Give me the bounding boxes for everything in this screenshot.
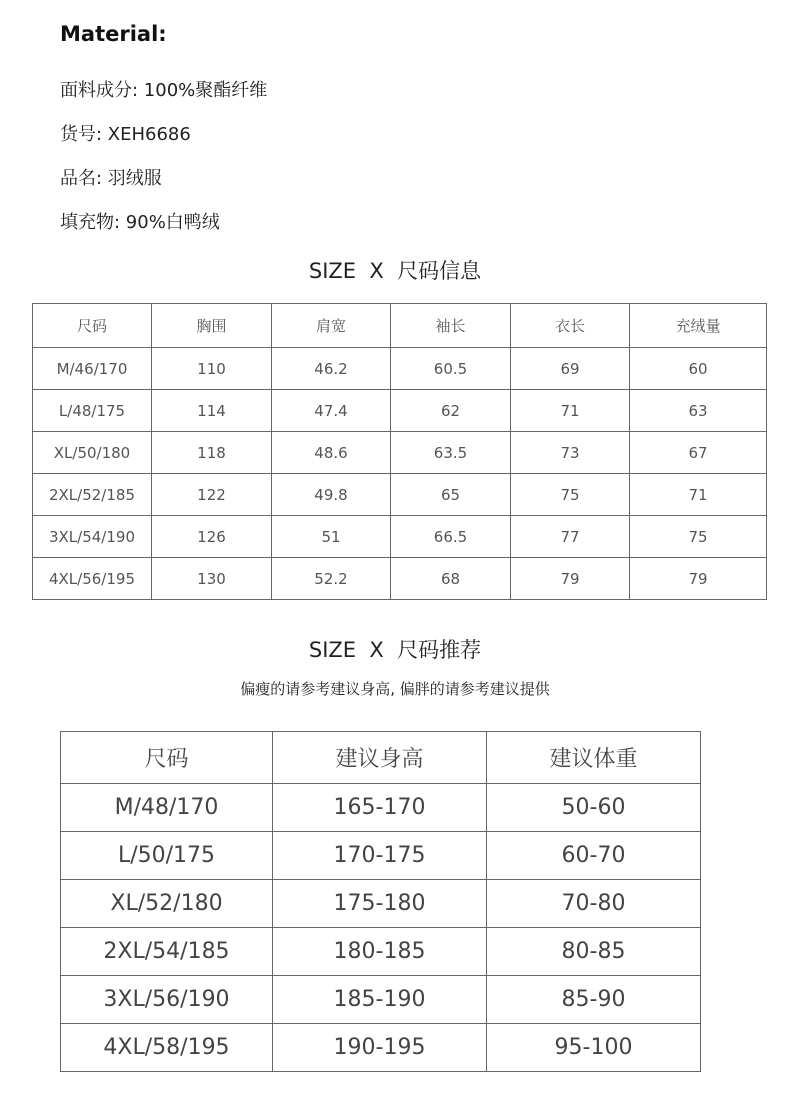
header-cell: 肩宽 <box>272 304 391 348</box>
table-cell: 110 <box>152 348 272 390</box>
table-cell: 2XL/54/185 <box>61 928 273 976</box>
table-cell: L/50/175 <box>61 832 273 880</box>
table-cell: 4XL/56/195 <box>33 558 152 600</box>
table-cell: 3XL/54/190 <box>33 516 152 558</box>
spec-item-number: 货号: XEH6686 <box>60 124 191 145</box>
spec-filling: 填充物: 90%白鸭绒 <box>60 212 220 233</box>
size-recommend-header-row <box>61 732 701 784</box>
header-cell: 尺码 <box>61 732 273 784</box>
table-cell: 66.5 <box>391 516 511 558</box>
table-cell: 48.6 <box>272 432 391 474</box>
header-cell: 衣长 <box>511 304 630 348</box>
header-cell: 建议体重 <box>487 732 701 784</box>
table-cell: 165-170 <box>273 784 487 832</box>
size-info-table <box>32 303 767 600</box>
table-cell: 75 <box>511 474 630 516</box>
table-cell: 79 <box>511 558 630 600</box>
size-recommend-table <box>60 731 701 1072</box>
table-cell: 95-100 <box>487 1024 701 1072</box>
table-cell: 77 <box>511 516 630 558</box>
table-cell: 126 <box>152 516 272 558</box>
table-cell: 63 <box>630 390 767 432</box>
header-cell: 充绒量 <box>630 304 767 348</box>
table-row <box>61 880 701 928</box>
table-cell: 118 <box>152 432 272 474</box>
table-row <box>61 976 701 1024</box>
table-row <box>33 474 767 516</box>
material-heading: Material: <box>60 22 167 46</box>
table-cell: 49.8 <box>272 474 391 516</box>
table-cell: 185-190 <box>273 976 487 1024</box>
table-cell: 51 <box>272 516 391 558</box>
spec-product-name: 品名: 羽绒服 <box>60 168 162 189</box>
table-cell: 50-60 <box>487 784 701 832</box>
table-row <box>33 348 767 390</box>
table-cell: 47.4 <box>272 390 391 432</box>
header-cell: 建议身高 <box>273 732 487 784</box>
header-cell: 胸围 <box>152 304 272 348</box>
table-row <box>61 784 701 832</box>
table-cell: 62 <box>391 390 511 432</box>
size-info-header-row <box>33 304 767 348</box>
table-cell: 80-85 <box>487 928 701 976</box>
table-cell: 60.5 <box>391 348 511 390</box>
header-cell: 尺码 <box>33 304 152 348</box>
spec-fabric: 面料成分: 100%聚酯纤维 <box>60 80 268 101</box>
table-cell: 70-80 <box>487 880 701 928</box>
table-cell: 85-90 <box>487 976 701 1024</box>
table-cell: 114 <box>152 390 272 432</box>
table-row <box>33 432 767 474</box>
table-cell: 65 <box>391 474 511 516</box>
table-cell: 67 <box>630 432 767 474</box>
table-row <box>33 516 767 558</box>
table-cell: 60-70 <box>487 832 701 880</box>
table-cell: XL/50/180 <box>33 432 152 474</box>
table-cell: 175-180 <box>273 880 487 928</box>
table-cell: 46.2 <box>272 348 391 390</box>
table-cell: 2XL/52/185 <box>33 474 152 516</box>
table-cell: 180-185 <box>273 928 487 976</box>
size-info-title: SIZE X 尺码信息 <box>308 259 482 283</box>
table-cell: 71 <box>511 390 630 432</box>
table-cell: 60 <box>630 348 767 390</box>
table-cell: XL/52/180 <box>61 880 273 928</box>
table-cell: 4XL/58/195 <box>61 1024 273 1072</box>
size-recommend-title: SIZE X 尺码推荐 <box>308 638 482 662</box>
table-row <box>33 558 767 600</box>
table-cell: 68 <box>391 558 511 600</box>
table-cell: 75 <box>630 516 767 558</box>
table-cell: M/46/170 <box>33 348 152 390</box>
table-cell: 130 <box>152 558 272 600</box>
table-cell: 69 <box>511 348 630 390</box>
table-cell: 79 <box>630 558 767 600</box>
table-cell: 52.2 <box>272 558 391 600</box>
table-row <box>33 390 767 432</box>
table-cell: 170-175 <box>273 832 487 880</box>
table-cell: M/48/170 <box>61 784 273 832</box>
table-cell: 73 <box>511 432 630 474</box>
table-row <box>61 928 701 976</box>
table-row <box>61 832 701 880</box>
table-cell: L/48/175 <box>33 390 152 432</box>
table-cell: 63.5 <box>391 432 511 474</box>
header-cell: 袖长 <box>391 304 511 348</box>
table-cell: 3XL/56/190 <box>61 976 273 1024</box>
table-cell: 190-195 <box>273 1024 487 1072</box>
size-recommend-subtitle: 偏瘦的请参考建议身高, 偏胖的请参考建议提供 <box>240 680 550 698</box>
table-cell: 122 <box>152 474 272 516</box>
table-row <box>61 1024 701 1072</box>
table-cell: 71 <box>630 474 767 516</box>
